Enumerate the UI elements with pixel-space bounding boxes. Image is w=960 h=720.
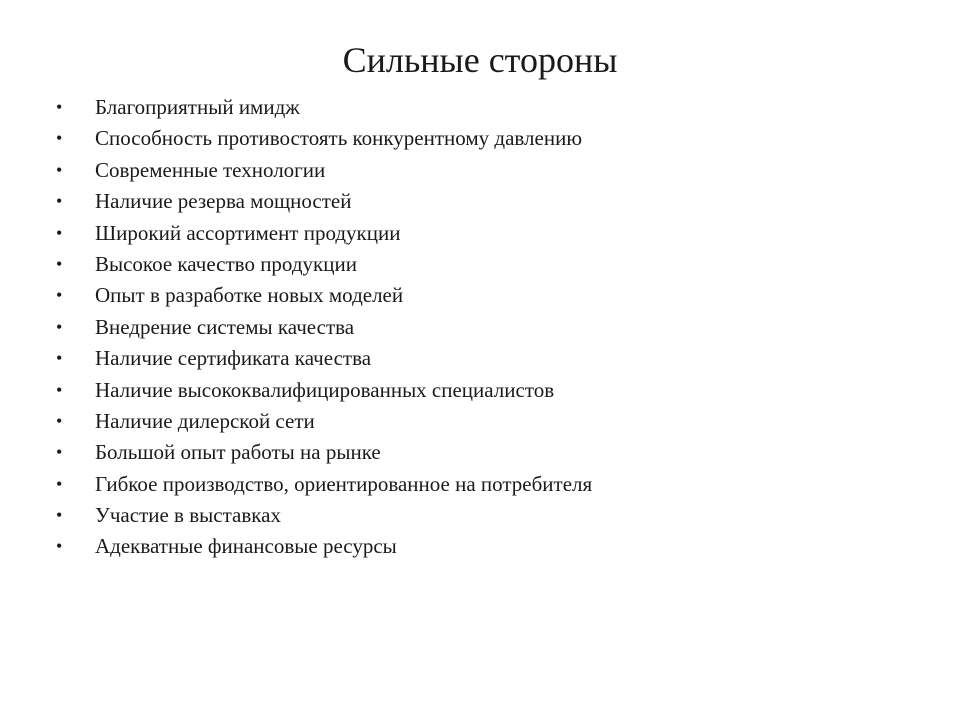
bullet-icon: • — [56, 316, 63, 337]
list-item-text: Участие в выставках — [95, 503, 281, 528]
list-item-text: Высокое качество продукции — [95, 251, 357, 276]
list-item-text: Большой опыт работы на рынке — [95, 440, 381, 465]
list-item-text: Внедрение системы качества — [95, 314, 355, 339]
bullet-icon: • — [56, 253, 63, 274]
bullet-icon: • — [56, 222, 63, 243]
list-item-text: Современные технологии — [95, 157, 326, 182]
list-item-text: Широкий ассортимент продукции — [95, 220, 401, 245]
list-item-text: Наличие дилерской сети — [95, 408, 315, 433]
bullet-icon: • — [56, 379, 63, 400]
slide-title: Сильные стороны — [342, 40, 618, 80]
list-item-text: Благоприятный имидж — [95, 95, 300, 119]
bullet-icon: • — [56, 191, 63, 212]
list-item-text: Наличие сертификата качества — [95, 346, 372, 371]
bullet-icon: • — [56, 505, 63, 526]
list-item-text: Опыт в разработке новых моделей — [95, 283, 404, 308]
list-item-text: Способность противостоять конкурентному давлению — [95, 126, 583, 151]
bullet-icon: • — [56, 128, 63, 149]
bullet-icon: • — [56, 159, 63, 180]
bullet-icon: • — [56, 348, 63, 369]
bullet-icon: • — [56, 473, 63, 494]
bullet-icon: • — [56, 285, 63, 306]
list-item-text: Наличие высококвалифицированных специалистов — [95, 377, 555, 402]
list-item-text: Гибкое производство, ориентированное на потребителя — [95, 471, 593, 496]
bullet-icon: • — [56, 442, 63, 463]
bullet-icon: • — [56, 536, 63, 557]
list-item-text: Адекватные финансовые ресурсы — [95, 534, 397, 559]
list-item-text: Наличие резерва мощностей — [95, 189, 352, 214]
bullet-icon: • — [56, 410, 63, 431]
bullet-icon: • — [56, 97, 63, 117]
